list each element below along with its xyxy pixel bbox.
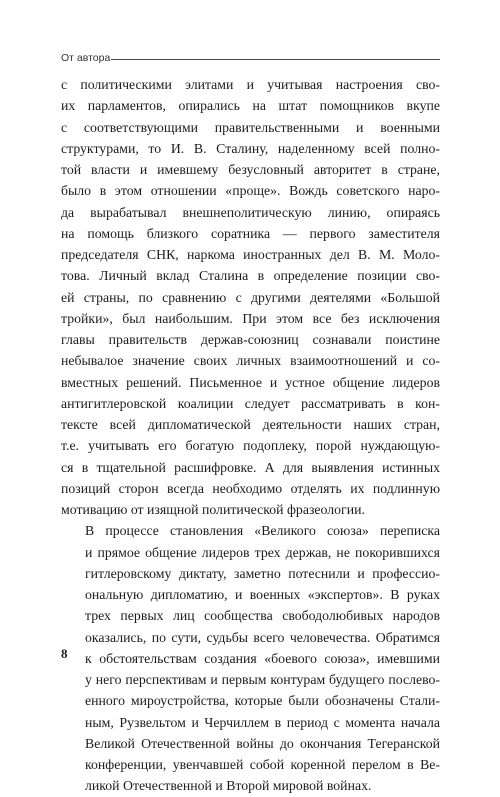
text-line: с соответствующими правительственными и военными bbox=[61, 119, 440, 135]
text-line: оказались, по сути, судьбы всего человечества. Обратимся bbox=[85, 629, 440, 645]
header-rule bbox=[111, 59, 440, 60]
text-line: конференции, увенчавшей собой коренной перелом в Ве- bbox=[85, 757, 440, 772]
text-line: Великой Отечественной войны до окончания Тегеранской bbox=[85, 735, 440, 751]
page-number: 8 bbox=[61, 646, 68, 661]
text-line: ным, Рузвельтом и Черчиллем в период с момента начала bbox=[85, 714, 440, 730]
text-line: позиций сторон всегда необходимо отделять их подлинную bbox=[61, 480, 440, 496]
text-line: В процессе становления «Великого союза» переписка bbox=[85, 523, 440, 539]
running-header-title: От автора bbox=[61, 52, 111, 64]
text-line: ся в тщательной расшифровке. А для выявления истинных bbox=[61, 459, 440, 475]
text-line: на помощь близкого соратника — первого заместителя bbox=[61, 225, 440, 241]
text-line: было в этом отношении «проще». Вождь советского наро- bbox=[61, 183, 440, 199]
text-line: ональную дипломатию, и военных «экспертов». В руках bbox=[85, 587, 440, 602]
text-line: гитлеровскому диктату, заметно потеснили и профессио- bbox=[85, 565, 440, 581]
text-line: ликой Отечественной и Второй мировой войнах. bbox=[85, 778, 372, 794]
paragraph-1 bbox=[61, 74, 440, 520]
text-line: това. Личный вклад Сталина в определение позиции сво- bbox=[61, 268, 440, 284]
text-line: мотивацию от изящной политической фразеологии. bbox=[61, 502, 365, 517]
text-line: да вырабатывал внешнеполитическую линию, опираясь bbox=[61, 204, 440, 220]
body-text bbox=[61, 74, 440, 797]
text-line: ей страны, по сравнению с другими деятелями «Большой bbox=[61, 289, 440, 305]
text-line: и прямое общение лидеров трех держав, не покорившихся bbox=[85, 544, 440, 560]
text-line: антигитлеровской коалиции следует рассматривать в кон- bbox=[61, 395, 440, 411]
text-line: той власти и имевшему безусловный авторитет в стране, bbox=[61, 162, 440, 177]
running-header bbox=[61, 51, 440, 67]
text-line: к обстоятельствам создания «боевого союза», имевшими bbox=[85, 650, 440, 666]
text-line: у него перспективам и первым контурам будущего послево- bbox=[85, 672, 440, 687]
text-line: трех первых лиц сообщества свободолюбивых народов bbox=[85, 608, 440, 624]
text-line: вместных решений. Письменное и устное общение лидеров bbox=[61, 374, 440, 390]
text-line: председателя СНК, наркома иностранных дел В. М. Моло- bbox=[61, 247, 440, 262]
text-line: главы правительств держав-союзниц сознавали поистине bbox=[61, 332, 440, 347]
text-line: небывалое значение своих личных взаимоотношений и со- bbox=[61, 353, 440, 369]
paragraph-2 bbox=[61, 520, 440, 796]
text-line: енного мироустройства, которые были обозначены Стали- bbox=[85, 693, 440, 709]
text-line: тройки», был наибольшим. При этом все без исключения bbox=[61, 310, 440, 326]
text-line: их парламентов, опирались на штат помощников вкупе bbox=[61, 98, 440, 114]
text-line: т.е. учитывать его богатую подоплеку, порой нуждающую- bbox=[61, 438, 440, 454]
text-line: тексте всей дипломатической деятельности наших стран, bbox=[61, 417, 440, 432]
text-line: с политическими элитами и учитывая настроения сво- bbox=[61, 77, 440, 92]
text-line: структурами, то И. В. Сталину, наделенному всей полно- bbox=[61, 140, 440, 156]
